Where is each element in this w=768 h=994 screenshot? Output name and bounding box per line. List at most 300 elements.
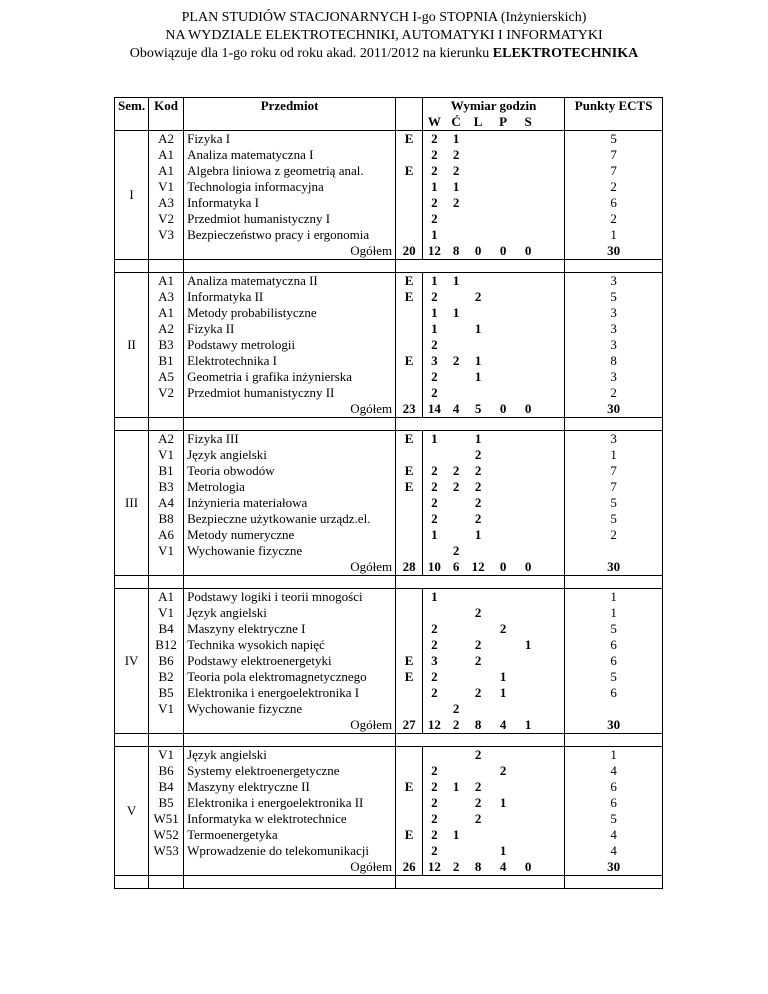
spacer-cell xyxy=(490,576,517,589)
spacer-cell xyxy=(149,260,184,273)
hours-s xyxy=(517,669,540,685)
hours-c xyxy=(446,621,467,637)
hours-s xyxy=(517,289,540,305)
course-name: Elektrotechnika I xyxy=(184,353,396,369)
exam-mark: E xyxy=(396,289,423,305)
course-code: B5 xyxy=(158,795,174,810)
separator-row xyxy=(115,876,663,889)
hours-p xyxy=(490,353,517,369)
hours-l: 2 xyxy=(474,779,482,794)
spacer-cell xyxy=(540,576,565,589)
course-code: A4 xyxy=(158,495,175,510)
spacer-cell xyxy=(540,131,565,148)
course-code: B4 xyxy=(158,621,174,636)
course-code: B12 xyxy=(155,637,177,652)
hours-w: 2 xyxy=(431,637,438,652)
table-row xyxy=(115,179,663,195)
hours-w: 2 xyxy=(431,795,438,810)
hours-w xyxy=(423,747,446,764)
table-row xyxy=(115,431,663,448)
spacer-cell xyxy=(423,876,446,889)
hours-l: 2 xyxy=(474,479,482,494)
semester-label: II xyxy=(115,273,149,418)
hours-s xyxy=(517,431,540,448)
ects-points: 1 xyxy=(565,589,663,606)
hours-l xyxy=(467,179,490,195)
hours-p xyxy=(490,811,517,827)
spacer-cell xyxy=(540,401,565,418)
spacer-cell xyxy=(149,559,184,576)
course-code: A2 xyxy=(158,321,175,336)
hours-p xyxy=(490,131,517,148)
exam-mark xyxy=(396,195,423,211)
spacer-cell xyxy=(540,653,565,669)
hours-w xyxy=(423,605,446,621)
hours-p xyxy=(490,463,517,479)
hours-l: 2 xyxy=(467,747,490,764)
hours-w: 2 xyxy=(423,131,446,148)
hours-w: 3 xyxy=(431,653,438,668)
hours-s xyxy=(517,321,540,337)
hours-w: 1 xyxy=(431,227,438,242)
spacer-cell xyxy=(565,876,663,889)
spacer-cell xyxy=(517,734,540,747)
hours-p xyxy=(490,511,517,527)
exam-mark: E xyxy=(396,779,423,795)
table-row xyxy=(115,447,663,463)
hours-s xyxy=(517,511,540,527)
spacer-cell xyxy=(184,260,396,273)
total-ects: 30 xyxy=(565,559,663,576)
course-code: B6 xyxy=(158,763,174,778)
total-s: 0 xyxy=(517,559,540,576)
spacer-cell xyxy=(115,260,149,273)
course-code: B6 xyxy=(158,653,174,668)
hours-l xyxy=(467,273,490,290)
ects-points: 4 xyxy=(565,827,663,843)
hours-c: 1 xyxy=(452,779,460,794)
ects-points: 8 xyxy=(565,353,663,369)
hours-s xyxy=(517,211,540,227)
table-row xyxy=(115,795,663,811)
spacer-cell xyxy=(517,876,540,889)
spacer-cell xyxy=(149,243,184,260)
spacer-cell xyxy=(540,179,565,195)
spacer-cell xyxy=(517,576,540,589)
table-row xyxy=(115,779,663,795)
exam-mark: E xyxy=(396,479,423,495)
course-name: Elektronika i energoelektronika II xyxy=(184,795,396,811)
table-row xyxy=(115,353,663,369)
exam-mark xyxy=(396,621,423,637)
exam-mark: E xyxy=(396,669,423,685)
hours-s xyxy=(517,779,540,795)
table-row xyxy=(115,605,663,621)
hours-p xyxy=(490,827,517,843)
course-code: W51 xyxy=(153,811,179,826)
hours-l: 1 xyxy=(474,527,482,542)
hours-c xyxy=(446,289,467,305)
course-code: A5 xyxy=(158,369,175,384)
total-c: 2 xyxy=(446,717,467,734)
spacer-cell xyxy=(540,385,565,401)
spacer-cell xyxy=(149,859,184,876)
total-p: 4 xyxy=(490,717,517,734)
hours-w: 2 xyxy=(431,621,438,636)
total-c: 8 xyxy=(446,243,467,260)
hours-c: 2 xyxy=(452,543,460,558)
ects-points: 5 xyxy=(565,289,663,305)
hours-l xyxy=(467,385,490,401)
total-hours: 28 xyxy=(396,559,423,576)
spacer-cell xyxy=(540,163,565,179)
ects-points: 6 xyxy=(565,637,663,653)
hours-c: 1 xyxy=(452,179,460,194)
course-name: Bezpieczne użytkowanie urządz.el. xyxy=(184,511,396,527)
hours-w: 1 xyxy=(431,179,438,194)
spacer-cell xyxy=(540,431,565,448)
document-header xyxy=(0,0,768,63)
course-code: V1 xyxy=(158,605,175,620)
hours-l: 1 xyxy=(474,353,482,368)
ects-points: 4 xyxy=(565,843,663,859)
hours-w: 2 xyxy=(431,511,438,526)
table-row xyxy=(115,305,663,321)
hours-c xyxy=(446,843,467,859)
spacer-cell xyxy=(540,479,565,495)
ects-points: 6 xyxy=(565,685,663,701)
hours-s xyxy=(517,369,540,385)
hours-w: 2 xyxy=(431,289,438,304)
hours-c xyxy=(446,369,467,385)
spacer-cell xyxy=(565,418,663,431)
ects-points: 2 xyxy=(565,179,663,195)
ects-points: 7 xyxy=(565,163,663,179)
total-s: 1 xyxy=(517,717,540,734)
course-code: A2 xyxy=(149,131,184,148)
exam-mark xyxy=(396,527,423,543)
table-row xyxy=(115,511,663,527)
spacer-cell xyxy=(396,876,423,889)
ects-points: 2 xyxy=(565,385,663,401)
hours-c xyxy=(446,747,467,764)
spacer-cell xyxy=(423,576,446,589)
hours-p xyxy=(490,289,517,305)
hours-c xyxy=(446,637,467,653)
spacer-cell xyxy=(565,734,663,747)
hours-p xyxy=(490,227,517,243)
spacer-cell xyxy=(490,876,517,889)
course-name: Metody numeryczne xyxy=(184,527,396,543)
spacer-cell xyxy=(423,260,446,273)
spacer-cell xyxy=(149,401,184,418)
hours-l xyxy=(467,227,490,243)
hours-w: 2 xyxy=(431,779,438,794)
spacer-cell xyxy=(149,576,184,589)
exam-mark: E xyxy=(396,163,423,179)
header-l: L xyxy=(473,114,483,129)
hours-s xyxy=(517,463,540,479)
spacer-cell xyxy=(540,527,565,543)
total-label: Ogółem xyxy=(184,559,396,576)
hours-p xyxy=(490,779,517,795)
spacer-cell xyxy=(115,576,149,589)
spacer-cell xyxy=(115,876,149,889)
header-line-3 xyxy=(0,45,768,63)
hours-c xyxy=(446,495,467,511)
course-name: Wychowanie fizyczne xyxy=(184,543,396,559)
course-code: V1 xyxy=(158,543,175,558)
spacer-cell xyxy=(540,734,565,747)
spacer-cell xyxy=(540,685,565,701)
hours-p xyxy=(490,447,517,463)
spacer-cell xyxy=(467,260,490,273)
ects-points: 5 xyxy=(565,511,663,527)
exam-mark xyxy=(396,211,423,227)
hours-c xyxy=(446,527,467,543)
exam-mark: E xyxy=(396,431,423,448)
total-w: 12 xyxy=(423,717,446,734)
hours-p xyxy=(490,321,517,337)
course-name: Systemy elektroenergetyczne xyxy=(184,763,396,779)
exam-mark xyxy=(396,795,423,811)
table-row xyxy=(115,701,663,717)
hours-w: 2 xyxy=(431,211,438,226)
hours-c xyxy=(446,589,467,606)
spacer-cell xyxy=(540,353,565,369)
total-l: 8 xyxy=(467,859,490,876)
hours-s xyxy=(517,621,540,637)
hours-p xyxy=(490,605,517,621)
ects-points: 1 xyxy=(565,605,663,621)
hours-s xyxy=(517,605,540,621)
hours-l xyxy=(467,827,490,843)
table-row xyxy=(115,543,663,559)
hours-w: 2 xyxy=(431,463,438,478)
hours-p: 2 xyxy=(499,621,507,636)
semester-label: I xyxy=(115,131,149,260)
exam-mark: E xyxy=(396,353,423,369)
hours-l xyxy=(467,337,490,353)
hours-s xyxy=(517,147,540,163)
hours-l xyxy=(467,543,490,559)
hours-l: 2 xyxy=(474,495,482,510)
hours-p xyxy=(490,431,517,448)
hours-s xyxy=(517,131,540,148)
hours-s xyxy=(517,447,540,463)
exam-mark xyxy=(396,747,423,764)
exam-mark xyxy=(396,685,423,701)
hours-p xyxy=(490,163,517,179)
hours-l xyxy=(467,621,490,637)
course-code: B5 xyxy=(158,685,174,700)
spacer-cell xyxy=(423,734,446,747)
hours-c: 2 xyxy=(452,195,460,210)
spacer-cell xyxy=(467,418,490,431)
course-name: Bezpieczeństwo pracy i ergonomia xyxy=(184,227,396,243)
table-row xyxy=(115,685,663,701)
hours-s xyxy=(517,543,540,559)
hours-c xyxy=(446,447,467,463)
total-w: 14 xyxy=(423,401,446,418)
course-code: B3 xyxy=(158,479,174,494)
hours-c xyxy=(446,795,467,811)
total-ects: 30 xyxy=(565,401,663,418)
total-s: 0 xyxy=(517,401,540,418)
spacer-cell xyxy=(565,260,663,273)
exam-mark: E xyxy=(396,273,423,290)
course-name: Technika wysokich napięć xyxy=(184,637,396,653)
course-name: Inżynieria materiałowa xyxy=(184,495,396,511)
hours-l xyxy=(467,701,490,717)
hours-c: 2 xyxy=(452,353,460,368)
course-name: Informatyka w elektrotechnice xyxy=(184,811,396,827)
table-row xyxy=(115,811,663,827)
hours-l: 1 xyxy=(467,431,490,448)
spacer-cell xyxy=(540,747,565,764)
exam-mark: E xyxy=(396,131,423,148)
course-code: A3 xyxy=(158,289,175,304)
spacer-cell xyxy=(565,576,663,589)
separator-row xyxy=(115,418,663,431)
total-row xyxy=(115,717,663,734)
hours-w: 1 xyxy=(423,589,446,606)
table-row xyxy=(115,385,663,401)
hours-s xyxy=(517,385,540,401)
total-l: 5 xyxy=(467,401,490,418)
spacer-cell xyxy=(540,447,565,463)
spacer-cell xyxy=(490,734,517,747)
hours-w: 1 xyxy=(423,273,446,290)
hours-p xyxy=(490,147,517,163)
exam-mark xyxy=(396,605,423,621)
exam-mark xyxy=(396,385,423,401)
spacer-cell xyxy=(540,543,565,559)
ects-points: 3 xyxy=(565,337,663,353)
total-hours: 20 xyxy=(396,243,423,260)
spacer-cell xyxy=(540,763,565,779)
exam-mark xyxy=(396,305,423,321)
course-name: Wychowanie fizyczne xyxy=(184,701,396,717)
course-code: V1 xyxy=(158,701,175,716)
spacer-cell xyxy=(540,701,565,717)
ects-points: 6 xyxy=(565,195,663,211)
spacer-cell xyxy=(446,876,467,889)
spacer-cell xyxy=(540,717,565,734)
total-label: Ogółem xyxy=(184,859,396,876)
ects-points: 1 xyxy=(565,227,663,243)
spacer-cell xyxy=(467,876,490,889)
total-hours: 26 xyxy=(396,859,423,876)
course-name: Wprowadzenie do telekomunikacji xyxy=(184,843,396,859)
header-sem: Sem. xyxy=(115,98,149,115)
hours-s xyxy=(517,179,540,195)
total-c: 4 xyxy=(446,401,467,418)
course-code: A6 xyxy=(158,527,175,542)
course-name: Fizyka II xyxy=(184,321,396,337)
hours-l: 2 xyxy=(474,289,482,304)
hours-s xyxy=(517,843,540,859)
hours-w: 2 xyxy=(431,495,438,510)
spacer-cell xyxy=(423,418,446,431)
hours-c xyxy=(446,227,467,243)
hours-l xyxy=(467,163,490,179)
spacer-cell xyxy=(540,243,565,260)
separator-row xyxy=(115,576,663,589)
hours-c xyxy=(446,653,467,669)
hours-p xyxy=(490,273,517,290)
table-row xyxy=(115,211,663,227)
ects-points: 4 xyxy=(565,763,663,779)
table-row xyxy=(115,827,663,843)
hours-w: 2 xyxy=(431,685,438,700)
hours-l xyxy=(467,195,490,211)
ects-points: 5 xyxy=(565,811,663,827)
total-row xyxy=(115,859,663,876)
exam-mark xyxy=(396,337,423,353)
spacer-cell xyxy=(517,418,540,431)
course-name: Podstawy metrologii xyxy=(184,337,396,353)
exam-mark xyxy=(396,369,423,385)
semester-label: III xyxy=(115,431,149,576)
course-name: Algebra liniowa z geometrią anal. xyxy=(184,163,396,179)
hours-w: 2 xyxy=(431,843,438,858)
spacer-cell xyxy=(540,605,565,621)
table-row xyxy=(115,369,663,385)
hours-p xyxy=(490,305,517,321)
exam-mark xyxy=(396,511,423,527)
spacer-cell xyxy=(446,576,467,589)
ects-points: 5 xyxy=(565,621,663,637)
separator-row xyxy=(115,260,663,273)
total-label: Ogółem xyxy=(184,243,396,260)
course-name: Podstawy elektroenergetyki xyxy=(184,653,396,669)
hours-l: 1 xyxy=(474,369,482,384)
hours-c: 2 xyxy=(452,479,460,494)
header-p: P xyxy=(499,114,508,129)
course-name: Analiza matematyczna I xyxy=(184,147,396,163)
hours-c: 1 xyxy=(452,827,460,842)
spacer-cell xyxy=(517,260,540,273)
total-p: 0 xyxy=(490,401,517,418)
header-c: Ć xyxy=(451,114,461,129)
hours-c xyxy=(446,763,467,779)
hours-s xyxy=(517,747,540,764)
spacer-cell xyxy=(540,621,565,637)
table-row xyxy=(115,527,663,543)
course-name: Fizyka III xyxy=(184,431,396,448)
course-code: W53 xyxy=(153,843,179,858)
hours-p xyxy=(490,179,517,195)
course-name: Język angielski xyxy=(184,447,396,463)
spacer-cell xyxy=(540,795,565,811)
exam-mark xyxy=(396,447,423,463)
table-row xyxy=(115,289,663,305)
hours-l: 2 xyxy=(474,637,482,652)
semester-label: IV xyxy=(115,589,149,734)
spacer-cell xyxy=(396,418,423,431)
hours-w xyxy=(423,701,446,717)
hours-s xyxy=(517,653,540,669)
spacer-cell xyxy=(184,576,396,589)
spacer-cell xyxy=(540,147,565,163)
hours-c: 1 xyxy=(446,273,467,290)
table-row xyxy=(115,463,663,479)
spacer-cell xyxy=(540,779,565,795)
total-w: 12 xyxy=(423,243,446,260)
hours-s xyxy=(517,827,540,843)
exam-mark xyxy=(396,147,423,163)
